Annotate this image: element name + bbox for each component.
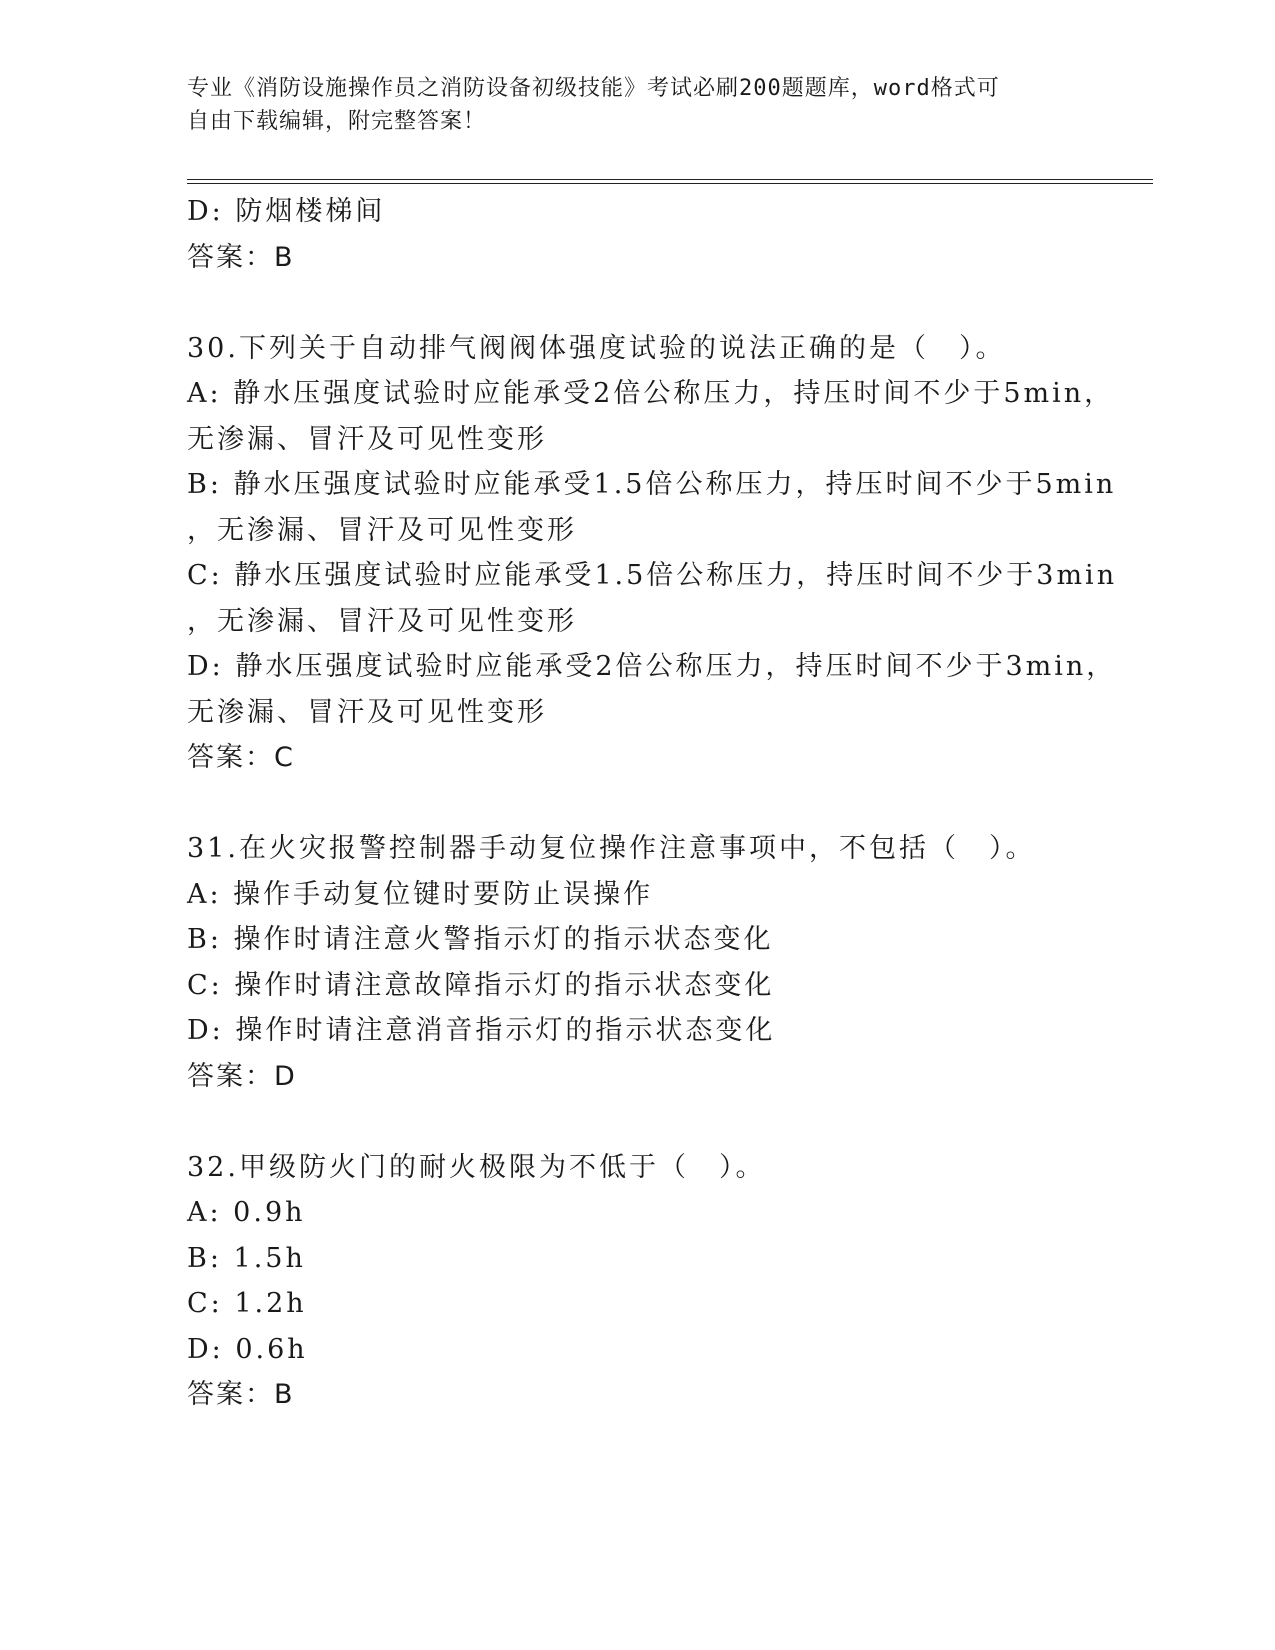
q32-option-b: B: 1.5h [187, 1242, 306, 1274]
q31-option-b: B: 操作时请注意火警指示灯的指示状态变化 [187, 924, 774, 955]
q30-option-c-line2: ，无渗漏、冒汗及可见性变形 [187, 605, 577, 637]
header-divider-top [187, 179, 1153, 180]
q30-answer: 答案：C [187, 742, 295, 773]
question-content [187, 189, 1137, 1418]
q32-option-d: D: 0.6h [187, 1333, 308, 1365]
q30-option-d-line2: 无渗漏、冒汗及可见性变形 [187, 696, 547, 728]
q30-option-a-line1: A: 静水压强度试验时应能承受2倍公称压力，持压时间不少于5min， [187, 378, 1115, 409]
spacer [187, 1099, 1137, 1145]
document-header [187, 72, 1087, 138]
header-line-2: 自由下载编辑，附完整答案！ [187, 109, 487, 134]
spacer [187, 781, 1137, 827]
q30-option-a-line2: 无渗漏、冒汗及可见性变形 [187, 423, 547, 455]
q31-option-a: A: 操作手动复位键时要防止误操作 [187, 878, 654, 910]
q32-option-c: C: 1.2h [187, 1288, 307, 1319]
q31-option-d: D: 操作时请注意消音指示灯的指示状态变化 [187, 1015, 776, 1046]
q30-option-d-line1: D: 静水压强度试验时应能承受2倍公称压力，持压时间不少于3min， [187, 651, 1117, 682]
q30-option-c-line1: C: 静水压强度试验时应能承受1.5倍公称压力，持压时间不少于3min [187, 560, 1118, 591]
q32-answer: 答案：B [187, 1379, 295, 1410]
spacer [187, 280, 1137, 326]
prev-answer: 答案：B [187, 241, 295, 273]
header-line-1: 专业《消防设施操作员之消防设备初级技能》考试必刷200题题库，word格式可 [187, 76, 1000, 101]
q32-option-a: A: 0.9h [187, 1197, 306, 1228]
q30-option-b-line1: B: 静水压强度试验时应能承受1.5倍公称压力，持压时间不少于5min [187, 469, 1117, 500]
q32-stem: 32.甲级防火门的耐火极限为不低于（ ）。 [187, 1151, 766, 1183]
q31-stem: 31.在火灾报警控制器手动复位操作注意事项中，不包括（ ）。 [187, 833, 1036, 864]
q30-stem: 30.下列关于自动排气阀阀体强度试验的说法正确的是（ ）。 [187, 332, 1006, 364]
q31-answer: 答案：D [187, 1060, 297, 1092]
prev-option-d: D: 防烟楼梯间 [187, 196, 386, 227]
q31-option-c: C: 操作时请注意故障指示灯的指示状态变化 [187, 969, 775, 1001]
header-divider-bottom [187, 183, 1153, 184]
q30-option-b-line2: ，无渗漏、冒汗及可见性变形 [187, 514, 577, 546]
